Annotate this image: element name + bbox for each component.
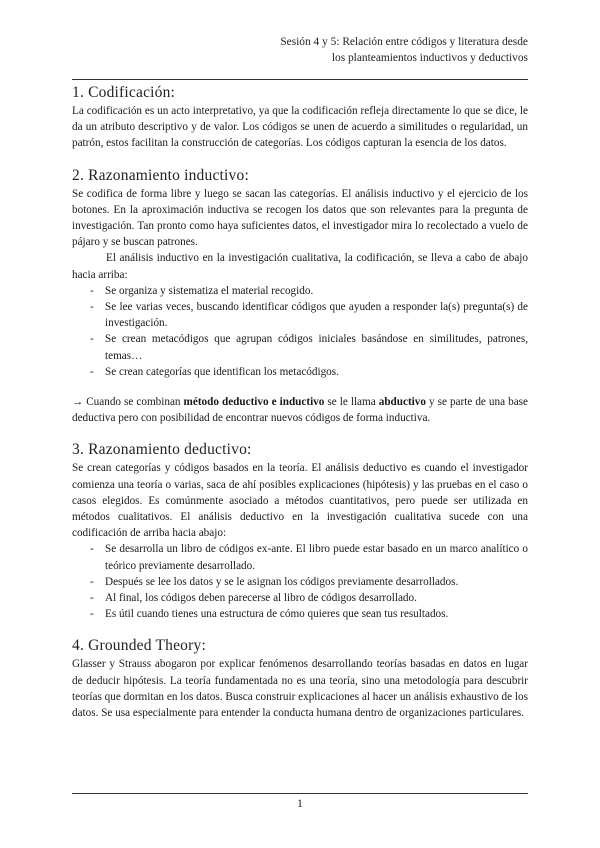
list-item: - Se desarrolla un libro de códigos ex-ante. El libro puede estar basado en un marco analítico o teórico previamente desarrollado. [90,543,528,572]
list-item: - Se lee varias veces, buscando identificar códigos que ayuden a responder la(s) pregunta(s) de investigación. [90,301,528,330]
running-header [72,34,528,66]
list-item: - Es útil cuando tienes una estructura de cómo quieres que sean tus resultados. [72,606,528,622]
section-title: 1. Codificación: [72,84,176,101]
list-item: - Al final, los códigos deben parecerse al libro de códigos desarrollado. [72,590,528,606]
section-title: 2. Razonamiento inductivo: [72,166,249,184]
abductivo-note: → Cuando se combinan método deductivo e inductivo se le llama abductivo y se parte de una base deductiva pero con posibilidad de encontrar nuevos códigos de forma inductiva. [72,396,528,425]
dash-bullet: - [90,365,94,378]
section-title: 3. Razonamiento deductivo: [72,441,252,459]
header-rule [72,79,528,80]
dash-bullet: - [90,333,94,346]
document-body [72,83,528,735]
section-codificacion [72,83,528,152]
dash-bullet: - [90,592,94,605]
dash-bullet: - [90,543,94,556]
bullet-list [72,283,528,380]
dash-bullet: - [90,608,94,621]
section-paragraph: Se crean categorías y códigos basados en la teoría. El análisis deductivo es cuando el investigador comienza una teoría o varias, saca de ahí posibles explicaciones (hipótesis) y las pruebas en el caso o casos elegidos. Es comúnmente asociado a métodos cuantitativos, pero puede ser utilizada en métodos cualitativos. El análisis deductivo en la investigación cualitativa sucede con una codificación de arriba hacia abajo: [72,462,528,540]
header-line-2: los planteamientos inductivos y deductivos [331,52,528,64]
list-item: - Se crean metacódigos que agrupan códigos iniciales basándose en similitudes, patrones, temas… [90,333,528,362]
header-line-1: Sesión 4 y 5: Relación entre códigos y literatura desde [280,36,528,48]
section-paragraph: La codificación es un acto interpretativo, ya que la codificación refleja directamente lo que se dice, le da un atributo descriptivo y de valor. Los códigos se unen de acuerdo a similitudes o regularidad, un patrón, estos facilitan la construcción de categorías. Los códigos capturan la esencia de los datos. [72,105,528,150]
section-inductivo [72,166,528,427]
list-item: - Se crean categorías que identifican los metacódigos. [72,364,528,380]
document-page [72,0,528,848]
bullet-list [72,541,528,622]
dash-bullet: - [90,301,94,314]
list-item: - Después se lee los datos y se le asignan los códigos previamente desarrollados. [72,574,528,590]
section-deductivo [72,440,528,622]
list-item: - Se organiza y sistematiza el material recogido. [72,283,528,299]
section-paragraph: Se codifica de forma libre y luego se sacan las categorías. El análisis inductivo y el ejercicio de los botones. En la aproximación inductiva se recogen los datos que son relevantes para la pregunta de investigación. Tan pronto como haya suficientes datos, el investigador mira lo recolectado a vuelo de pájaro y se buscan patrones. [72,187,528,249]
section-grounded-theory [72,636,528,721]
footer-rule [72,793,528,794]
dash-bullet: - [90,575,94,588]
page-number: 1 [297,798,303,810]
section-title: 4. Grounded Theory: [72,637,206,655]
section-paragraph: Glasser y Strauss abogaron por explicar fenómenos desarrollando teorías basadas en datos en lugar de deducir hipótesis. La teoría fundamentada no es una teoría, sino una metodología para descubrir teorías que dormitan en los datos. Busca construir explicaciones al hacer un análisis exhaustivo de los datos. Se usa especialmente para entender la conducta humana dentro de organizaciones particulares. [72,658,528,720]
dash-bullet: - [90,284,94,297]
section-paragraph: El análisis inductivo en la investigación cualitativa, la codificación, se lleva a cabo de abajo hacia arriba: [72,252,528,281]
